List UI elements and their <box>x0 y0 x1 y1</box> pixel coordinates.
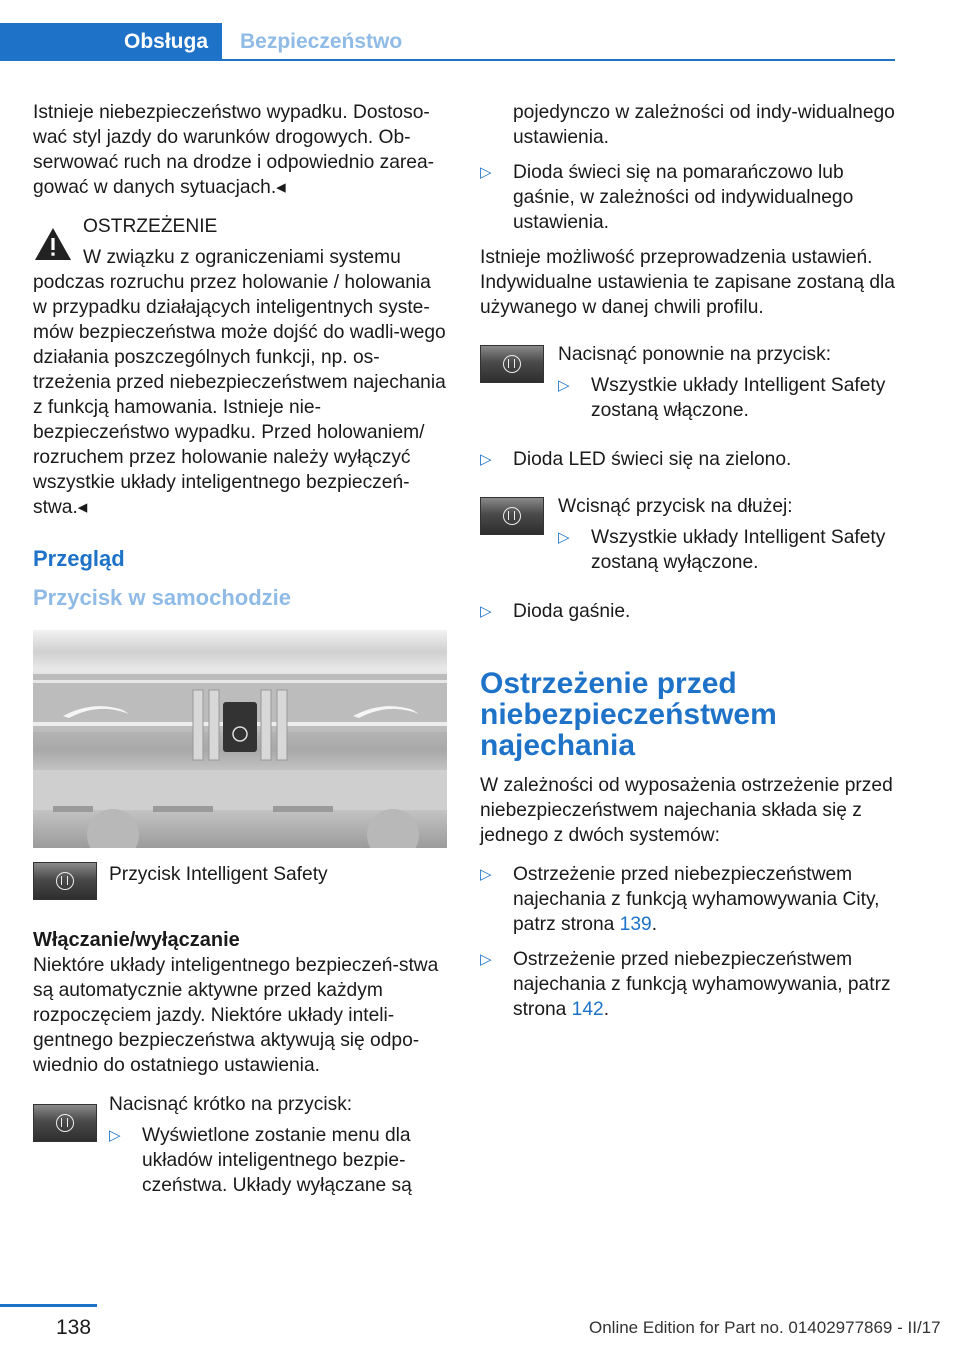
button-caption: Przycisk Intelligent Safety <box>109 864 328 885</box>
long-press-bullet: Wszystkie układy Intelligent Safety zostaną wyłączone. <box>591 527 886 573</box>
list-item: ▷ Ostrzeżenie przed niebezpieczeństwem najechania z funkcją wyhamowywania City, patrz strona 139. <box>480 864 880 935</box>
short-press-text: Nacisnąć krótko na przycisk: <box>109 1094 353 1115</box>
long-press-text: Wcisnąć przycisk na dłużej: <box>558 496 793 517</box>
warning-text: podczas rozruchu przez holowanie / holowania w przypadku działających inteligentnych syste‐mów bezpieczeństwa może dojść do wadli‐wego działania poszczególnych funkcji, np. os‐trzeżenia przed niebezpieczeństwem najechania z funkcją hamowania. Istnieje nie‐bezpieczeństwo wypadku. Przed holowaniem/ rozruchem przez holowanie należy wyłączyć wszystkie układy inteligentnego bezpieczeń‐stwa.◂ <box>33 272 446 518</box>
page-link-142[interactable]: 142 <box>571 999 604 1020</box>
warning-first-line: W związku z ograniczeniami systemu <box>83 247 401 268</box>
intelligent-safety-button-icon <box>480 497 544 535</box>
warning-block <box>33 214 447 520</box>
intelligent-safety-button-icon <box>33 1104 97 1142</box>
bullet-triangle-icon: ▷ <box>480 603 492 620</box>
button-caption-row <box>33 862 447 900</box>
continued-text: pojedynczo w zależności od indy‐widualnego ustawienia. <box>513 102 895 148</box>
short-press-row <box>33 1092 447 1208</box>
bullet-triangle-icon: ▷ <box>558 377 570 394</box>
heading-button-in-car: Przycisk w samochodzie <box>33 585 291 610</box>
bullet-triangle-icon: ▷ <box>480 451 492 468</box>
heading-on-off: Włączanie/wyłączanie <box>33 929 240 951</box>
press-again-bullet: Wszystkie układy Intelligent Safety zostaną włączone. <box>591 375 886 421</box>
bullet-triangle-icon: ▷ <box>558 529 570 546</box>
tab-obsluga[interactable]: Obsługa <box>0 23 222 61</box>
bullet-triangle-icon: ▷ <box>480 164 492 181</box>
tab-underline <box>222 59 895 61</box>
list-item <box>558 525 895 575</box>
on-off-paragraph: Niektóre układy inteligentnego bezpieczeń‐stwa są automatycznie aktywne przed każdym rozpoczęciem jazdy. Niektóre układy inteli‐gentnego bezpieczeństwa aktywują się odpo‐wiednio do ostatniego ustawienia. <box>33 955 439 1076</box>
list-item: ▷ Ostrzeżenie przed niebezpieczeństwem najechania z funkcją wyhamowywania, patrz strona 142. <box>480 949 891 1020</box>
list-item <box>480 599 895 624</box>
bullet-triangle-icon: ▷ <box>480 951 492 968</box>
dashboard-illustration <box>33 630 447 848</box>
page-link-139[interactable]: 139 <box>619 914 652 935</box>
heading-collision-warning: Ostrzeżenie przed niebezpieczeństwem najechania <box>480 667 777 762</box>
heading-overview: Przegląd <box>33 546 125 571</box>
intro-paragraph: Istnieje niebezpieczeństwo wypadku. Dostoso‐wać styl jazdy do warunków drogowych. Ob‐serwować ruch na drodze i odpowiednio zarea‐gować w danych sytuacjach.◂ <box>33 102 435 198</box>
press-again-text: Nacisnąć ponownie na przycisk: <box>558 344 832 365</box>
green-led-bullet: Dioda LED świeci się na zielono. <box>513 449 792 470</box>
bullet-triangle-icon: ▷ <box>109 1127 121 1144</box>
led-off-bullet: Dioda gaśnie. <box>513 601 631 622</box>
system-city-text: Ostrzeżenie przed niebezpieczeństwem najechania z funkcją wyhamowywania City, patrz strona <box>513 864 880 935</box>
list-item <box>480 447 895 472</box>
system-braking-text: Ostrzeżenie przed niebezpieczeństwem najechania z funkcją wyhamowywania, patrz strona <box>513 949 891 1020</box>
warning-triangle-icon <box>33 226 73 262</box>
intelligent-safety-button-icon <box>33 862 97 900</box>
profile-paragraph: Istnieje możliwość przeprowadzenia ustawień. Indywidualne ustawienia te zapisane zostaną dla używanego w danej chwili profilu. <box>480 247 895 318</box>
list-item <box>480 160 895 235</box>
bullet-triangle-icon: ▷ <box>480 866 492 883</box>
right-column <box>480 100 895 1032</box>
page-number: 138 <box>56 1316 92 1339</box>
list-item <box>558 373 895 423</box>
edition-text: Online Edition for Part no. 01402977869 - II/17 <box>589 1318 941 1337</box>
long-press-row <box>480 494 895 585</box>
collision-paragraph: W zależności od wyposażenia ostrzeżenie przed niebezpieczeństwem najechania składa się z jednego z dwóch systemów: <box>480 775 893 846</box>
short-press-bullet: Wyświetlone zostanie menu dla układów inteligentnego bezpie‐czeństwa. Układy wyłączane są <box>142 1125 412 1196</box>
left-column <box>33 100 447 1222</box>
intelligent-safety-button-icon <box>480 345 544 383</box>
dashboard-button-photo <box>33 630 447 848</box>
warning-title: OSTRZEŻENIE <box>83 216 218 237</box>
header-tabs <box>0 23 895 63</box>
tab-bezpieczenstwo[interactable]: Bezpieczeństwo <box>240 30 403 53</box>
list-item <box>109 1123 447 1198</box>
orange-led-bullet: Dioda świeci się na pomarańczowo lub gaśnie, w zależności od indywidualnego ustawienia. <box>513 162 854 233</box>
footer-rule <box>0 1304 97 1307</box>
press-again-row <box>480 342 895 433</box>
